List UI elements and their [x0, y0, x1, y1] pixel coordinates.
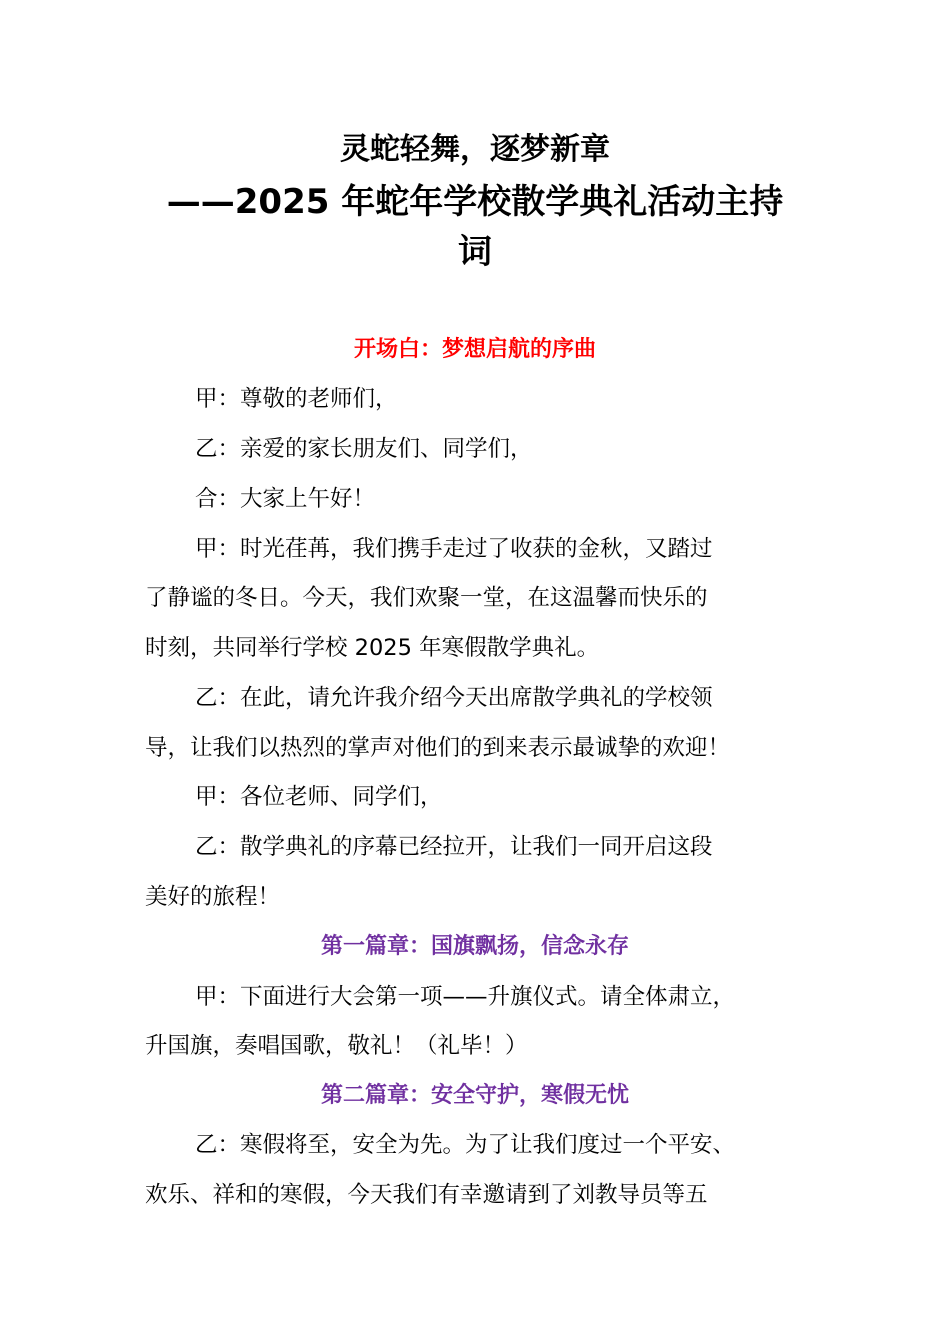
paragraph-line: 美好的旅程！ [145, 884, 281, 910]
paragraph-line: 导，让我们以热烈的掌声对他们的到来表示最诚挚的欢迎！ [145, 735, 731, 761]
paragraph-line: 甲：各位老师、同学们， [195, 784, 443, 810]
paragraph-line: 乙：寒假将至，安全为先。为了让我们度过一个平安、 [195, 1132, 736, 1158]
document-title-line-3: 词 [458, 232, 492, 272]
document-title-line-2: ——2025 年蛇年学校散学典礼活动主持 [166, 182, 784, 222]
paragraph-line: 甲：下面进行大会第一项——升旗仪式。请全体肃立， [195, 984, 736, 1010]
paragraph-line: 了静谧的冬日。今天，我们欢聚一堂，在这温馨而快乐的 [145, 585, 708, 611]
paragraph-line: 甲：尊敬的老师们， [195, 386, 398, 412]
paragraph-line: 乙：在此，请允许我介绍今天出席散学典礼的学校领 [195, 685, 713, 711]
paragraph-line: 乙：散学典礼的序幕已经拉开，让我们一同开启这段 [195, 834, 713, 860]
paragraph-line: 合：大家上午好！ [195, 486, 376, 512]
paragraph-line: 时刻，共同举行学校 2025 年寒假散学典礼。 [145, 635, 600, 661]
document-title-line-1: 灵蛇轻舞，逐梦新章 [340, 132, 610, 167]
paragraph-line: 升国旗，奏唱国歌，敬礼！（礼毕！） [145, 1033, 528, 1059]
section-heading-opening: 开场白：梦想启航的序曲 [353, 337, 596, 362]
section-heading-chapter-1: 第一篇章：国旗飘扬，信念永存 [320, 934, 629, 959]
paragraph-line: 乙：亲爱的家长朋友们、同学们， [195, 436, 533, 462]
section-heading-chapter-2: 第二篇章：安全守护，寒假无忧 [320, 1083, 629, 1108]
paragraph-line: 欢乐、祥和的寒假，今天我们有幸邀请到了刘教导员等五 [145, 1182, 708, 1208]
paragraph-line: 甲：时光荏苒，我们携手走过了收获的金秋，又踏过 [195, 536, 713, 562]
